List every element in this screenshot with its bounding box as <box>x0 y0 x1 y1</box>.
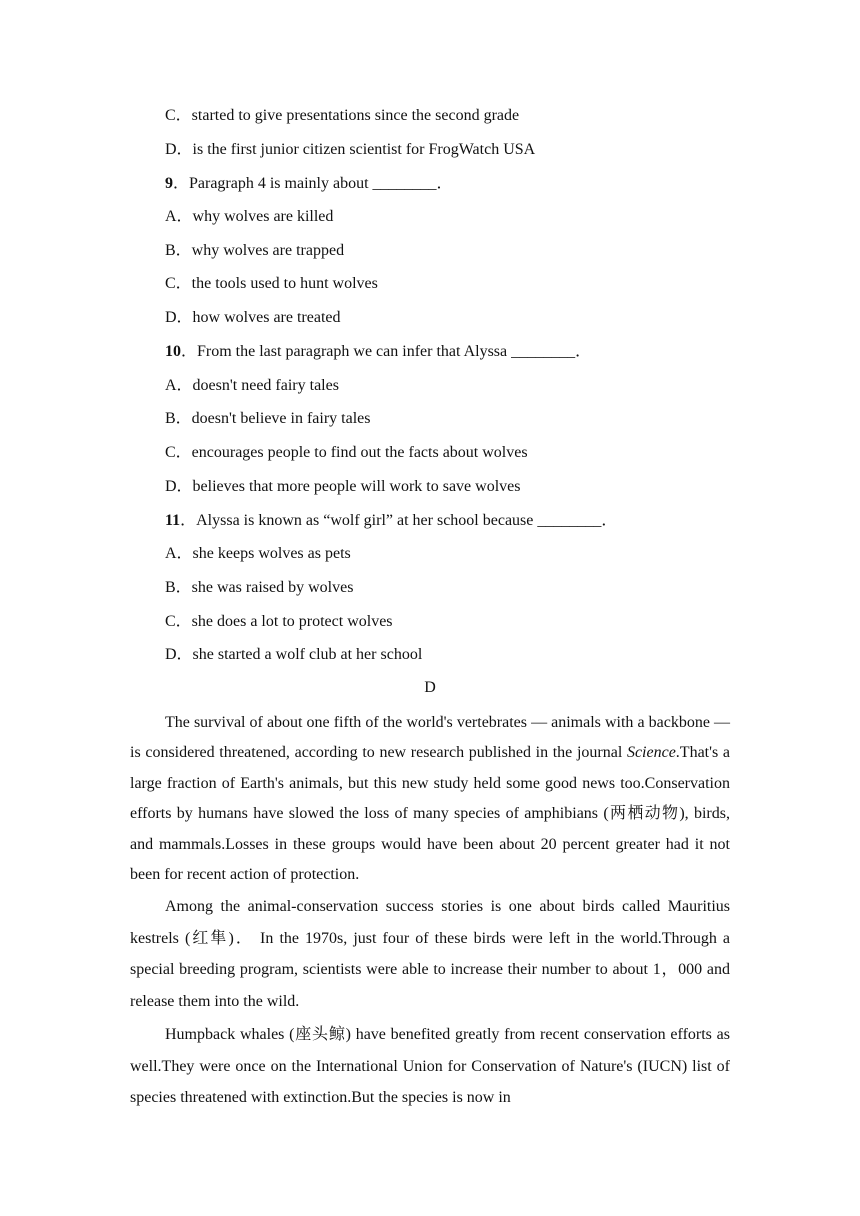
p3-text: Humpback whales (座头鲸) have benefited greatly from recent conservation efforts as well.They were once on the International Union for Conservation of Nature's (IUCN) list of species threatened with extinction.But the species is now in <box>130 1026 730 1106</box>
q9-number: 9 <box>165 175 173 192</box>
q11-option-b: B．she was raised by wolves <box>165 579 354 596</box>
q9-option-a: A．why wolves are killed <box>165 208 334 225</box>
q10-stem-text: ．From the last paragraph we can infer that Alyssa ________． <box>181 343 592 360</box>
q11-option-a: A．she keeps wolves as pets <box>165 545 351 562</box>
q10-option-c: C．encourages people to find out the facts about wolves <box>165 444 528 461</box>
p1-text-b: .That's a large fraction of Earth's animals, but this new study held some good news too.Conservation efforts by humans have slowed the loss of many species of amphibians (两栖动物), birds, and mammals.Losses in these groups would have been about 20 percent greater had it not been for recent action of protection. <box>130 744 730 884</box>
q11-option-c: C．she does a lot to protect wolves <box>165 613 393 630</box>
q11-stem <box>165 511 617 531</box>
q9-stem-text: ．Paragraph 4 is mainly about ________． <box>173 175 453 192</box>
passage-paragraph-3 <box>130 1019 730 1114</box>
q11-option-d: D．she started a wolf club at her school <box>165 646 423 663</box>
q10-stem <box>165 342 591 362</box>
q9-option-b: B．why wolves are trapped <box>165 242 345 259</box>
q11-stem-text: ．Alyssa is known as “wolf girl” at her school because ________． <box>180 512 618 529</box>
q9-option-d: D．how wolves are treated <box>165 309 341 326</box>
q10-option-a: A．doesn't need fairy tales <box>165 377 339 394</box>
q10-number: 10 <box>165 343 181 360</box>
passage-paragraph-2 <box>130 891 730 1018</box>
p2-text: Among the animal-conservation success stories is one about birds called Mauritius kestrels (红隼)． In the 1970s, just four of these birds were left in the world.Through a special breeding program, scientists were able to increase their number to about 1，000 and release them into the wild. <box>130 898 730 1011</box>
q10-option-b: B．doesn't believe in fairy tales <box>165 410 371 427</box>
q9-option-c: C．the tools used to hunt wolves <box>165 275 378 292</box>
section-heading: D <box>424 679 436 696</box>
q10-option-d: D．believes that more people will work to save wolves <box>165 478 521 495</box>
q9-stem <box>165 174 453 194</box>
journal-name: Science <box>626 744 676 762</box>
q11-number: 11 <box>165 512 181 529</box>
q8-option-c: C．started to give presentations since the second grade <box>165 107 520 124</box>
q8-option-d: D．is the first junior citizen scientist for FrogWatch USA <box>165 141 536 158</box>
p1-text-a: The survival of about one fifth of the world's vertebrates — animals with a backbone — is considered threatened, according to new research published in the journal <box>130 714 730 762</box>
passage-paragraph-1 <box>130 708 730 890</box>
